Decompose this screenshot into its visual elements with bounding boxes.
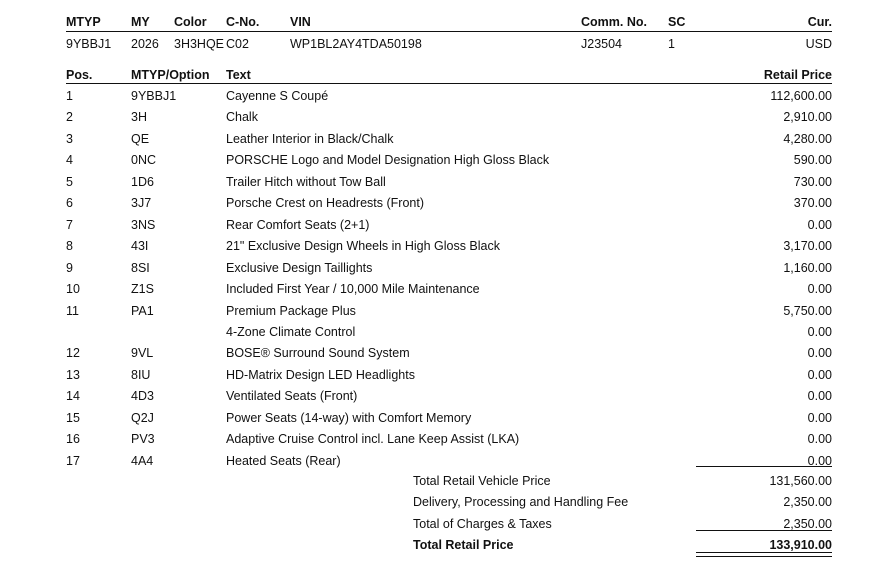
row-option-code: PV3	[131, 432, 155, 447]
total-charges-taxes-value: 2,350.00	[783, 517, 832, 531]
row-retail-price: 0.00	[807, 346, 832, 361]
header-value-sc: 1	[668, 37, 675, 51]
row-pos: 16	[66, 432, 80, 447]
row-retail-price: 370.00	[793, 196, 832, 211]
row-option-code: PA1	[131, 303, 154, 318]
header-label-vin: VIN	[290, 15, 311, 29]
row-retail-price: 0.00	[807, 217, 832, 232]
row-pos: 2	[66, 110, 73, 125]
total-retail-price-value: 133,910.00	[769, 538, 832, 552]
row-option-code: 3H	[131, 110, 147, 125]
header-value-currency: USD	[805, 37, 832, 51]
header-value-vin: WP1BL2AY4TDA50198	[290, 37, 422, 51]
row-option-code: 3J7	[131, 196, 152, 211]
row-description: BOSE® Surround Sound System	[226, 346, 410, 361]
row-pos: 1	[66, 89, 73, 103]
row-description: Adaptive Cruise Control incl. Lane Keep Assist (LKA)	[226, 432, 520, 447]
row-pos: 17	[66, 453, 80, 468]
row-retail-price: 5,750.00	[783, 303, 832, 318]
row-description: Chalk	[226, 110, 258, 125]
row-option-code: 3NS	[131, 217, 156, 232]
col-header-option: MTYP/Option	[131, 68, 210, 82]
row-description: 4-Zone Climate Control	[226, 324, 356, 339]
grand-total-double-rule	[696, 552, 832, 557]
row-description: Heated Seats (Rear)	[226, 453, 341, 468]
header-label-my: MY	[131, 15, 150, 29]
row-retail-price: 0.00	[807, 453, 832, 468]
header-value-color: 3H3HQE	[174, 37, 225, 51]
row-pos: 6	[66, 196, 73, 211]
row-pos: 3	[66, 131, 73, 146]
row-option-code: 8IU	[131, 367, 151, 382]
row-retail-price: 590.00	[793, 153, 832, 168]
total-retail-vehicle-price-label: Total Retail Vehicle Price	[413, 474, 551, 488]
row-description: Leather Interior in Black/Chalk	[226, 131, 394, 146]
header-value-mtyp: 9YBBJ1	[66, 37, 112, 51]
row-retail-price: 0.00	[807, 324, 832, 339]
row-option-code: Z1S	[131, 282, 154, 297]
row-option-code: 43I	[131, 239, 149, 254]
total-retail-price-label: Total Retail Price	[413, 538, 514, 552]
row-retail-price: 3,170.00	[783, 239, 832, 254]
row-retail-price: 730.00	[793, 174, 832, 189]
header-label-currency: Cur.	[807, 15, 832, 29]
row-description: Included First Year / 10,000 Mile Maintenance	[226, 282, 480, 297]
row-description: 21" Exclusive Design Wheels in High Gloss Black	[226, 239, 500, 254]
delivery-fee-value: 2,350.00	[783, 495, 832, 509]
row-description: Rear Comfort Seats (2+1)	[226, 217, 370, 232]
row-retail-price: 0.00	[807, 282, 832, 297]
row-description: Exclusive Design Taillights	[226, 260, 373, 275]
header-value-comm-no: J23504	[581, 37, 623, 51]
row-pos: 12	[66, 346, 80, 361]
row-option-code: Q2J	[131, 410, 154, 425]
row-pos: 14	[66, 389, 80, 404]
row-pos: 8	[66, 239, 73, 254]
header-label-mtyp: MTYP	[66, 15, 101, 29]
row-description: Trailer Hitch without Tow Ball	[226, 174, 386, 189]
row-description: Ventilated Seats (Front)	[226, 389, 358, 404]
row-option-code: 1D6	[131, 174, 154, 189]
header-label-color: Color	[174, 15, 207, 29]
total-retail-vehicle-price-value: 131,560.00	[769, 474, 832, 488]
row-pos: 4	[66, 153, 73, 168]
delivery-fee-label: Delivery, Processing and Handling Fee	[413, 495, 629, 509]
row-option-code: 4A4	[131, 453, 154, 468]
row-retail-price: 0.00	[807, 432, 832, 447]
row-retail-price: 2,910.00	[783, 110, 832, 125]
row-pos: 15	[66, 410, 80, 425]
header-value-my: 2026	[131, 37, 159, 51]
row-pos: 7	[66, 217, 73, 232]
row-description: Cayenne S Coupé	[226, 89, 329, 103]
row-retail-price: 0.00	[807, 367, 832, 382]
row-description: Premium Package Plus	[226, 303, 356, 318]
row-pos: 5	[66, 174, 73, 189]
row-pos: 11	[66, 303, 79, 318]
charges-rule	[696, 530, 832, 531]
row-description: HD-Matrix Design LED Headlights	[226, 367, 415, 382]
row-option-code: QE	[131, 131, 150, 146]
row-option-code: 9VL	[131, 346, 154, 361]
col-header-text: Text	[226, 68, 251, 82]
row-retail-price: 4,280.00	[783, 131, 832, 146]
row-option-code: 8SI	[131, 260, 150, 275]
row-retail-price: 1,160.00	[783, 260, 832, 275]
header-rule	[66, 31, 832, 32]
row-retail-price: 0.00	[807, 410, 832, 425]
table-header-rule	[66, 83, 832, 84]
row-option-code: 9YBBJ1	[131, 89, 177, 103]
row-description: Porsche Crest on Headrests (Front)	[226, 196, 424, 211]
row-pos: 9	[66, 260, 73, 275]
header-label-comm-no: Comm. No.	[581, 15, 647, 29]
row-description: PORSCHE Logo and Model Designation High Gloss Black	[226, 153, 550, 168]
row-pos: 13	[66, 367, 80, 382]
row-pos: 10	[66, 282, 80, 297]
header-label-sc: SC	[668, 15, 686, 29]
row-retail-price: 112,600.00	[770, 89, 832, 103]
row-option-code: 4D3	[131, 389, 154, 404]
header-label-cno: C-No.	[226, 15, 260, 29]
col-header-pos: Pos.	[66, 68, 93, 82]
total-charges-taxes-label: Total of Charges & Taxes	[413, 517, 552, 531]
subtotal-rule	[696, 466, 832, 467]
col-header-retail-price: Retail Price	[763, 68, 832, 82]
row-option-code: 0NC	[131, 153, 157, 168]
row-retail-price: 0.00	[807, 389, 832, 404]
row-description: Power Seats (14-way) with Comfort Memory	[226, 410, 472, 425]
header-value-cno: C02	[226, 37, 249, 51]
